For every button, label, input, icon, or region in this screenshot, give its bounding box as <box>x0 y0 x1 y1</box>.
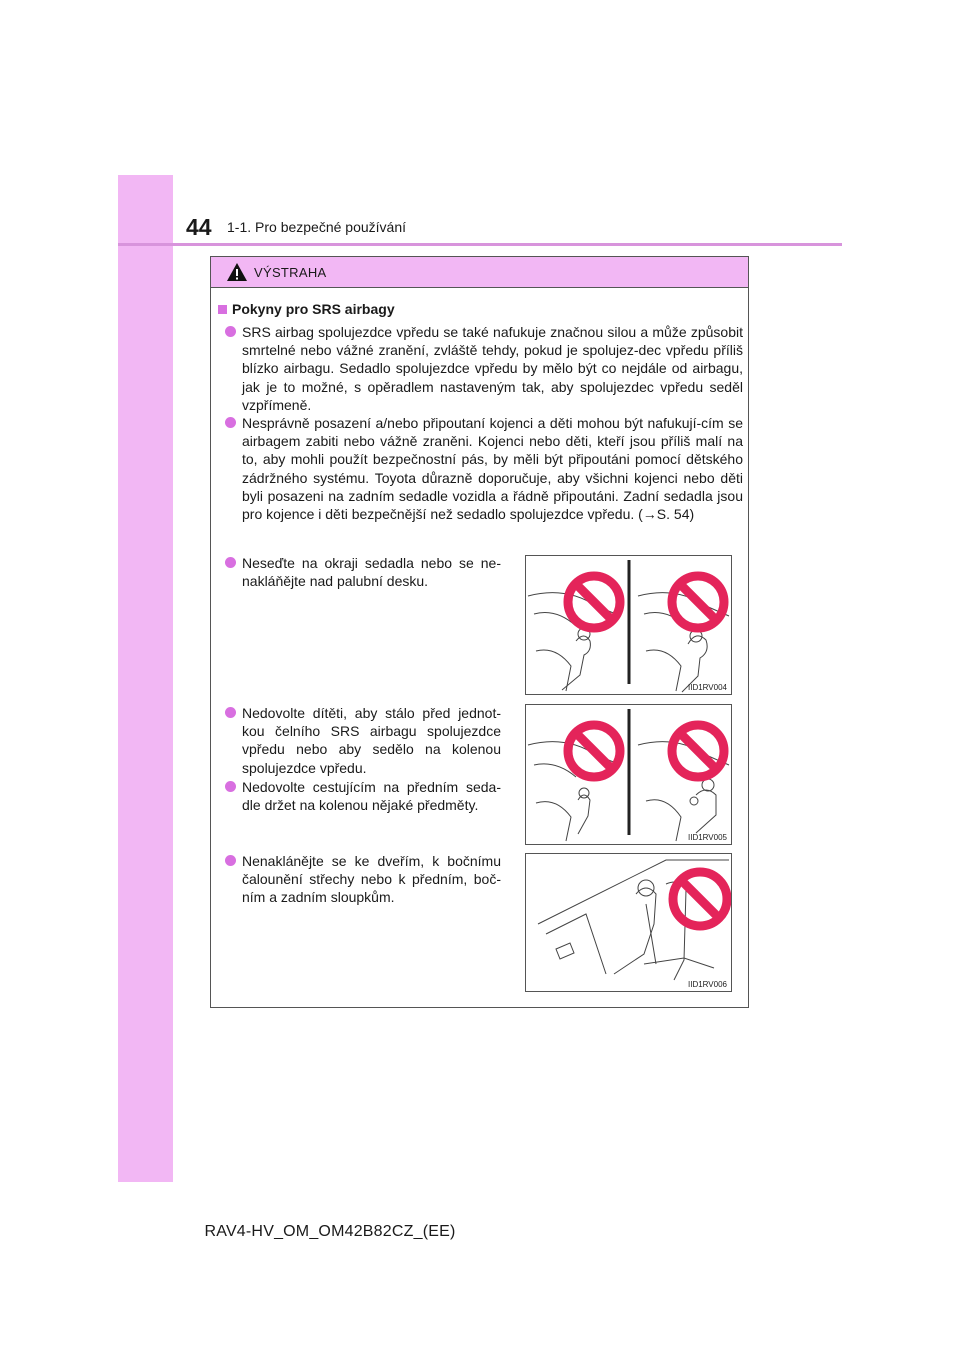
bullet-lean-door <box>225 852 501 907</box>
bullet-text: Nedovolte dítěti, aby stálo před jednot-kou čelního SRS airbagu spolujezdce vpředu nebo aby sedělo na kolenou spolujezdce vpředu. <box>242 705 501 776</box>
side-tab <box>118 175 173 1182</box>
bullet-dot-icon <box>225 707 236 718</box>
warning-box <box>210 256 749 1008</box>
bullet-dot-icon <box>225 326 236 337</box>
bullet-dot-icon <box>225 557 236 568</box>
warning-title: VÝSTRAHA <box>254 264 327 280</box>
prohibition-icon <box>672 576 724 628</box>
document-code: RAV4-HV_OM_OM42B82CZ_(EE) <box>204 1223 456 1240</box>
section-title: 1-1. Pro bezpečné používání <box>227 219 407 235</box>
bullet-objects-on-lap <box>225 778 501 814</box>
figure-leaning-dashboard <box>525 555 732 695</box>
warning-header <box>211 257 748 288</box>
bullet-seat-edge <box>225 554 501 590</box>
prohibition-icon <box>568 725 620 777</box>
bullet-dot-icon <box>225 417 236 428</box>
bullet-text: Nedovolte cestujícím na předním seda-dle držet na kolenou nějaké předměty. <box>242 779 501 814</box>
square-bullet-icon <box>218 305 227 314</box>
bullet-text: Nesprávně posazení a/nebo připoutaní kojenci a děti mohou být nafukují-cím se airbagem zabiti nebo vážně zraněni. Kojenci nebo děti, kteří jsou příliš malí na to, aby mohli použít bezpečnostní pás, by měli být připoutáni pomocí dětského zádržného systému. Toyota důrazně doporučuje, aby všichni kojenci nebo děti byli posazeni na zadním sedadle vozidla a řádně připoutáni. Zadní sedadla jsou pro kojence i děti bezpečnější než sedadlo spolujezdce vpředu. (→S. 54) <box>242 415 743 523</box>
warning-subheading <box>218 301 395 317</box>
bullet-dot-icon <box>225 781 236 792</box>
figure-child-standing <box>525 704 732 845</box>
bullet-child-standing <box>225 704 501 777</box>
prohibition-icon <box>568 576 620 628</box>
bullet-children <box>225 414 743 523</box>
bullet-text: Nenaklánějte se ke dveřím, k bočnímu čalounění střechy nebo k předním, boč-ním a zadním sloupkům. <box>242 853 501 906</box>
figure-leaning-door <box>525 853 732 992</box>
figure-code: IID1RV005 <box>688 833 727 842</box>
figure-code: IID1RV004 <box>688 683 727 692</box>
bullet-text: SRS airbag spolujezdce vpředu se také nafukuje značnou silou a může způsobit smrtelné nebo vážné zranění, zvláště tehdy, pokud je spolujez-dec vpředu příliš blízko airbagu. Sedadlo spolujezdce vpředu by mělo být co nejdále od airbagu, jak je to možné, s opěradlem nastaveným tak, aby spolujezdec vpředu seděl vzpřímeně. <box>242 324 743 413</box>
illustration-passenger-leaning <box>526 556 731 694</box>
bullet-text: Neseďte na okraji sedadla nebo se ne-nakláňějte nad palubní desku. <box>242 555 501 590</box>
header-rule <box>118 243 842 246</box>
warning-triangle-icon <box>226 262 248 282</box>
bullet-airbag-force <box>225 323 743 414</box>
prohibition-icon <box>672 725 724 777</box>
page-number: 44 <box>186 214 212 240</box>
illustration-leaning-door <box>526 854 731 991</box>
prohibition-icon <box>673 872 727 926</box>
subheading-text: Pokyny pro SRS airbagy <box>232 301 395 317</box>
bullet-dot-icon <box>225 855 236 866</box>
illustration-child-and-lap <box>526 705 731 844</box>
figure-code: IID1RV006 <box>688 980 727 989</box>
